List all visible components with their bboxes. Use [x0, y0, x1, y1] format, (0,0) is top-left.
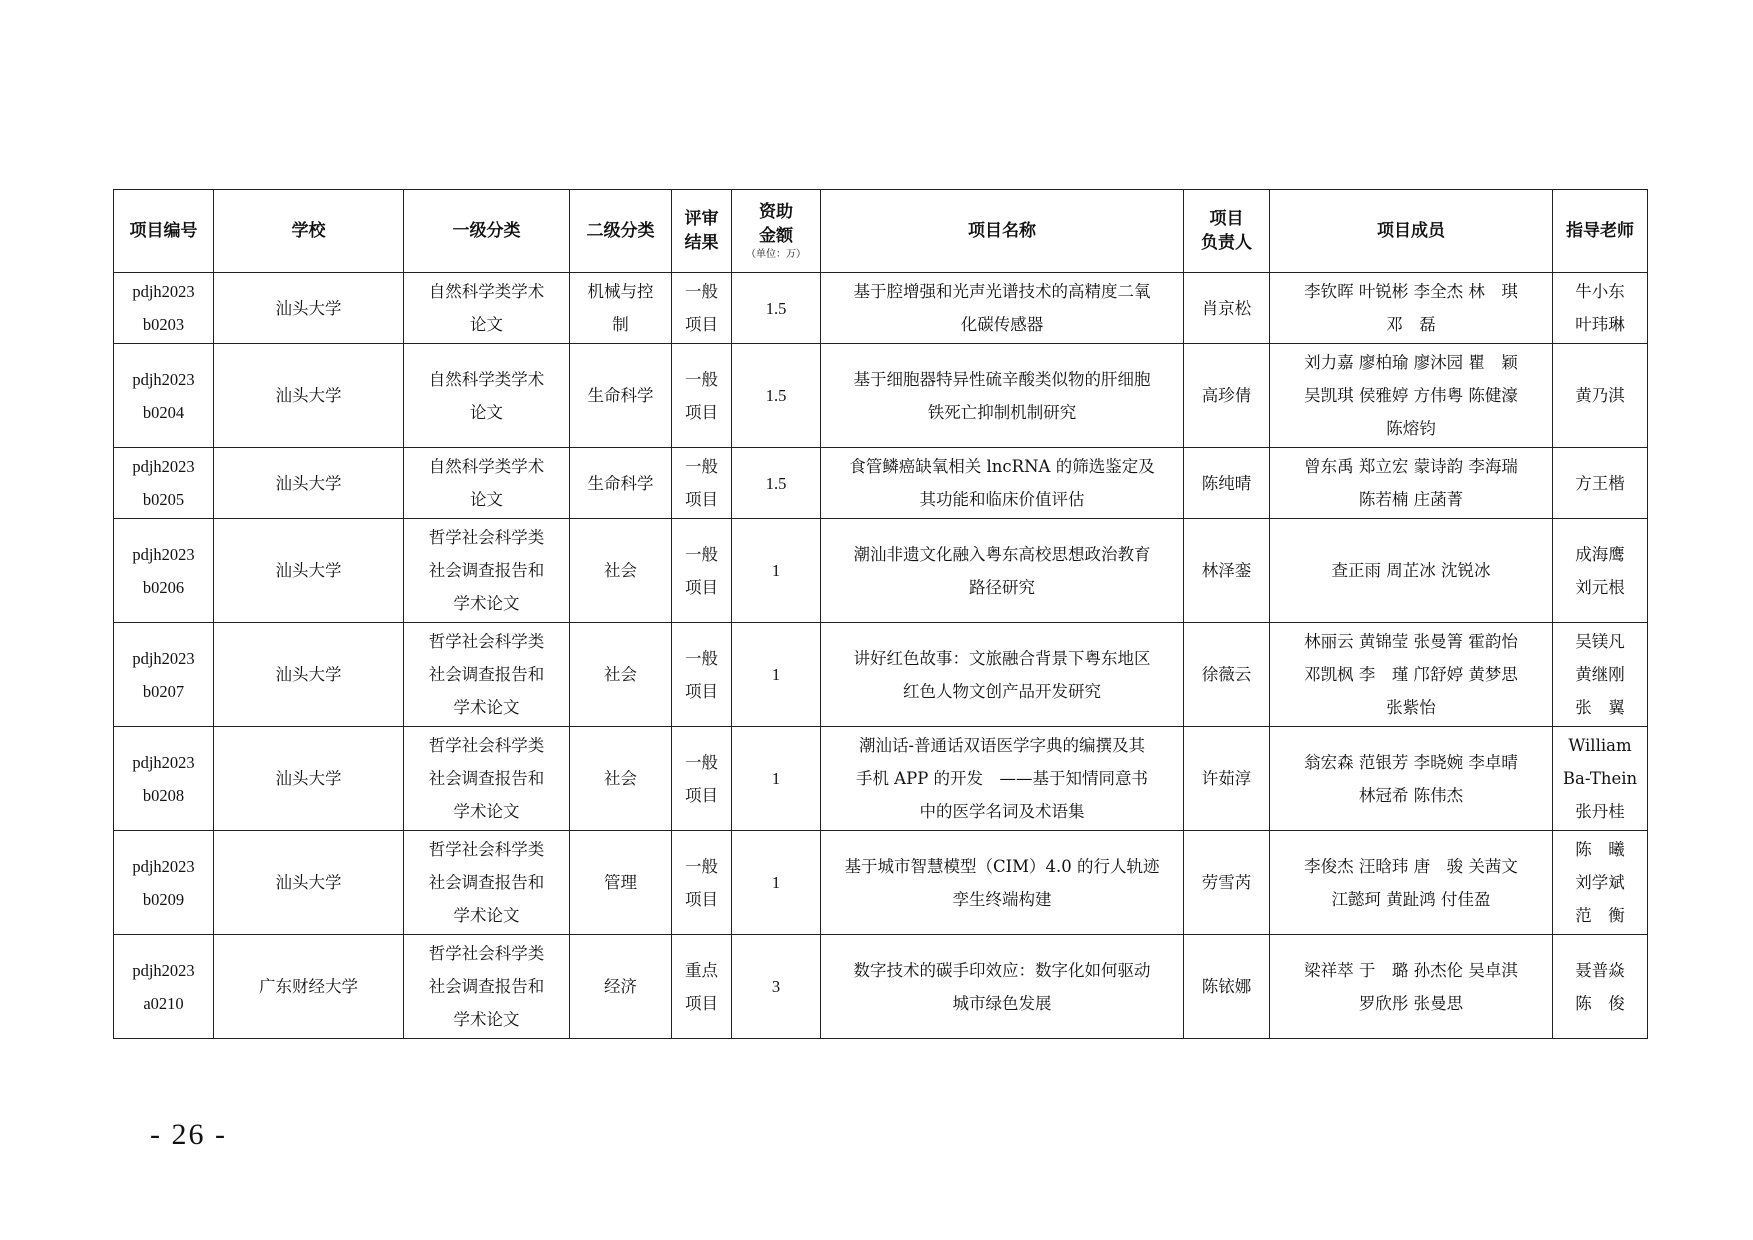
cell-result-line: 一般	[685, 648, 718, 668]
cell-level1	[404, 623, 570, 727]
cell-level1-line: 学术论文	[453, 1010, 520, 1029]
cell-result	[672, 831, 732, 935]
header-result	[672, 190, 732, 273]
header-leader-line: 负责人	[1201, 233, 1252, 253]
cell-level1-line: 学术论文	[453, 594, 520, 613]
cell-code	[114, 831, 214, 935]
cell-members-line: 张紫怡	[1386, 698, 1436, 717]
cell-leader: 高珍倩	[1184, 344, 1270, 448]
cell-members-line: 罗欣彤 张曼思	[1358, 993, 1464, 1013]
cell-title	[821, 344, 1184, 448]
cell-school: 汕头大学	[214, 831, 404, 935]
cell-title	[821, 935, 1184, 1039]
cell-code-line: pdjh2023	[132, 457, 195, 476]
header-amount-line: 资助	[759, 202, 793, 222]
cell-teacher	[1553, 727, 1648, 831]
cell-level2-line: 社会	[604, 665, 637, 684]
cell-level1-line: 自然科学类学术	[428, 369, 545, 389]
cell-teacher-line: Ba-Thein	[1562, 769, 1638, 788]
cell-title-line: 城市绿色发展	[952, 993, 1052, 1013]
header-teacher: 指导老师	[1553, 190, 1648, 273]
cell-code-line: pdjh2023	[132, 960, 195, 980]
cell-level1	[404, 344, 570, 448]
cell-level1-line: 自然科学类学术	[428, 282, 545, 301]
cell-teacher	[1553, 273, 1648, 344]
cell-members-line: 吴凯琪 侯雅婷 方伟粤 陈健濠	[1304, 386, 1518, 405]
cell-teacher-line: 成海鹰	[1575, 544, 1625, 564]
cell-teacher	[1553, 623, 1648, 727]
cell-members	[1270, 727, 1553, 831]
cell-leader: 陈铱娜	[1184, 935, 1270, 1039]
cell-school: 广东财经大学	[214, 935, 404, 1039]
cell-teacher-line: 叶玮琳	[1575, 315, 1625, 334]
cell-title-line: 食管鳞癌缺氧相关 lncRNA 的筛选鉴定及	[849, 457, 1155, 476]
header-school: 学校	[214, 190, 404, 273]
cell-title-line: 手机 APP 的开发 ——基于知情同意书	[855, 769, 1149, 788]
cell-title-line: 红色人物文创产品开发研究	[903, 681, 1101, 701]
cell-teacher	[1553, 519, 1648, 623]
cell-level1-line: 学术论文	[453, 802, 520, 821]
cell-members	[1270, 623, 1553, 727]
cell-school: 汕头大学	[214, 727, 404, 831]
cell-level2-line: 社会	[604, 769, 637, 788]
cell-level1-line: 社会调查报告和	[428, 665, 545, 684]
cell-level1-line: 社会调查报告和	[428, 769, 545, 788]
cell-members	[1270, 831, 1553, 935]
cell-level2	[570, 727, 672, 831]
cell-teacher-line: 牛小东	[1575, 282, 1625, 301]
cell-level1	[404, 831, 570, 935]
cell-code-line: pdjh2023	[132, 282, 195, 301]
cell-result-line: 项目	[685, 577, 718, 597]
cell-teacher-line: 吴镁凡	[1575, 632, 1625, 651]
cell-teacher	[1553, 831, 1648, 935]
cell-level1-line: 学术论文	[453, 906, 520, 925]
page-number: - 26 -	[150, 1118, 227, 1151]
cell-result-line: 一般	[685, 282, 718, 301]
table-row	[114, 623, 1648, 727]
cell-members-line: 李钦晖 叶锐彬 李全杰 林 琪	[1304, 282, 1518, 301]
cell-members-line: 邓凯枫 李 瑾 邝舒婷 黄梦思	[1304, 665, 1518, 684]
cell-leader: 徐薇云	[1184, 623, 1270, 727]
cell-members-line: 查正雨 周芷冰 沈锐冰	[1331, 561, 1491, 580]
cell-level1	[404, 519, 570, 623]
cell-amount: 1	[732, 623, 821, 727]
cell-result	[672, 519, 732, 623]
cell-members-line: 林冠希 陈伟杰	[1358, 785, 1464, 805]
cell-title-line: 潮汕话-普通话双语医学字典的编撰及其	[858, 736, 1146, 755]
cell-members-line: 陈熔钧	[1386, 419, 1436, 438]
cell-code-line: a0210	[143, 993, 184, 1013]
cell-code-line: pdjh2023	[132, 856, 195, 876]
cell-amount: 1.5	[732, 344, 821, 448]
header-title: 项目名称	[821, 190, 1184, 273]
cell-amount: 1	[732, 727, 821, 831]
cell-title-line: 基于腔增强和光声光谱技术的高精度二氧	[853, 282, 1151, 301]
header-result-line: 评审	[684, 209, 719, 229]
cell-level1	[404, 727, 570, 831]
cell-title-line: 基于城市智慧模型（CIM）4.0 的行人轨迹	[844, 856, 1160, 876]
cell-level1-line: 哲学社会科学类	[428, 632, 545, 651]
cell-code-line: pdjh2023	[132, 648, 195, 668]
cell-result-line: 项目	[685, 993, 718, 1013]
cell-school: 汕头大学	[214, 273, 404, 344]
cell-result-line: 项目	[685, 889, 718, 909]
cell-level1-line: 论文	[470, 315, 503, 334]
cell-level2	[570, 344, 672, 448]
header-amount-unit: （单位：万）	[746, 249, 806, 260]
cell-members-line: 邓 磊	[1386, 315, 1436, 334]
header-code: 项目编号	[114, 190, 214, 273]
cell-amount: 3	[732, 935, 821, 1039]
cell-code-line: pdjh2023	[132, 544, 195, 564]
cell-level2-line: 制	[612, 315, 629, 334]
cell-level2	[570, 519, 672, 623]
table-row	[114, 831, 1648, 935]
cell-result-line: 项目	[685, 402, 718, 422]
cell-members	[1270, 273, 1553, 344]
table-header-row	[114, 190, 1648, 273]
cell-code-line: b0204	[142, 402, 185, 422]
cell-level2-line: 社会	[604, 561, 637, 580]
table-row	[114, 448, 1648, 519]
cell-amount: 1	[732, 519, 821, 623]
header-amount-line: 金额	[759, 226, 793, 246]
header-leader-line: 项目	[1209, 209, 1244, 229]
cell-code	[114, 519, 214, 623]
cell-code-line: b0209	[142, 889, 185, 909]
cell-code	[114, 273, 214, 344]
header-result-line: 结果	[684, 233, 719, 253]
cell-members	[1270, 448, 1553, 519]
cell-level1-line: 论文	[470, 402, 503, 422]
cell-title-line: 数字技术的碳手印效应：数字化如何驱动	[853, 960, 1151, 980]
cell-members-line: 刘力嘉 廖柏瑜 廖沐园 瞿 颖	[1304, 353, 1518, 372]
cell-level2-line: 管理	[604, 873, 637, 892]
cell-teacher-line: 黄乃淇	[1575, 386, 1625, 405]
cell-leader: 林泽銮	[1184, 519, 1270, 623]
cell-code	[114, 623, 214, 727]
cell-level1-line: 哲学社会科学类	[428, 736, 545, 755]
table-row	[114, 935, 1648, 1039]
cell-code-line: b0208	[142, 785, 185, 805]
cell-teacher-line: 黄继刚	[1575, 665, 1625, 684]
cell-leader: 肖京松	[1184, 273, 1270, 344]
cell-title	[821, 727, 1184, 831]
cell-result	[672, 273, 732, 344]
cell-level2-line: 经济	[604, 977, 637, 996]
table-row	[114, 519, 1648, 623]
cell-level2-line: 生命科学	[587, 473, 654, 493]
cell-members	[1270, 344, 1553, 448]
cell-result-line: 一般	[685, 457, 718, 476]
cell-teacher-line: 张丹桂	[1575, 802, 1625, 821]
cell-title	[821, 831, 1184, 935]
cell-result	[672, 935, 732, 1039]
cell-result-line: 一般	[685, 752, 718, 772]
cell-members-line: 梁祥萃 于 璐 孙杰伦 吴卓淇	[1304, 960, 1518, 980]
cell-amount: 1.5	[732, 273, 821, 344]
cell-result-line: 项目	[685, 315, 718, 334]
cell-code	[114, 727, 214, 831]
cell-title-line: 中的医学名词及术语集	[919, 802, 1085, 821]
header-amount	[732, 190, 821, 273]
cell-code-line: pdjh2023	[132, 369, 195, 389]
cell-code	[114, 344, 214, 448]
cell-level1-line: 自然科学类学术	[428, 457, 545, 476]
cell-leader: 陈纯晴	[1184, 448, 1270, 519]
cell-teacher-line: 聂普焱	[1575, 960, 1625, 980]
cell-teacher-line: 刘元根	[1575, 577, 1625, 597]
cell-level1-line: 社会调查报告和	[428, 977, 545, 996]
header-members: 项目成员	[1270, 190, 1553, 273]
header-level1: 一级分类	[404, 190, 570, 273]
cell-teacher-line: 范 衡	[1575, 906, 1625, 925]
cell-teacher-line: 刘学斌	[1575, 873, 1625, 892]
cell-level1	[404, 448, 570, 519]
table-row	[114, 727, 1648, 831]
cell-result	[672, 344, 732, 448]
cell-result	[672, 623, 732, 727]
cell-teacher-line: 陈 曦	[1575, 840, 1625, 859]
cell-level2	[570, 448, 672, 519]
cell-level1-line: 社会调查报告和	[428, 873, 545, 892]
cell-teacher-line: William	[1568, 736, 1632, 755]
cell-level2	[570, 273, 672, 344]
table-row	[114, 273, 1648, 344]
cell-amount: 1	[732, 831, 821, 935]
cell-leader: 劳雪芮	[1184, 831, 1270, 935]
cell-level2	[570, 623, 672, 727]
cell-members	[1270, 519, 1553, 623]
cell-code-line: b0207	[142, 681, 185, 701]
cell-members-line: 翁宏森 范银芳 李晓婉 李卓晴	[1304, 752, 1518, 772]
cell-members-line: 陈若楠 庄菡菁	[1358, 490, 1464, 509]
cell-title	[821, 519, 1184, 623]
table-row	[114, 344, 1648, 448]
cell-result-line: 重点	[685, 960, 718, 980]
cell-level2-line: 机械与控	[587, 282, 654, 301]
cell-code-line: b0205	[142, 490, 185, 509]
cell-result-line: 一般	[685, 369, 718, 389]
cell-members	[1270, 935, 1553, 1039]
cell-title-line: 路径研究	[969, 577, 1035, 597]
cell-teacher-line: 陈 俊	[1575, 993, 1625, 1013]
table-body	[114, 273, 1648, 1039]
cell-title-line: 基于细胞器特异性硫辛酸类似物的肝细胞	[853, 369, 1151, 389]
cell-result-line: 一般	[685, 544, 718, 564]
cell-level1-line: 社会调查报告和	[428, 561, 545, 580]
cell-result-line: 项目	[685, 490, 718, 509]
cell-title	[821, 623, 1184, 727]
cell-members-line: 曾东禹 郑立宏 蒙诗韵 李海瑞	[1304, 457, 1518, 476]
cell-members-line: 林丽云 黄锦莹 张曼箐 霍韵怡	[1304, 632, 1518, 651]
cell-title-line: 化碳传感器	[960, 315, 1044, 334]
cell-level2-line: 生命科学	[587, 386, 654, 405]
cell-result-line: 一般	[685, 856, 718, 876]
cell-leader: 许茹淳	[1184, 727, 1270, 831]
cell-teacher	[1553, 935, 1648, 1039]
cell-members-line: 李俊杰 汪晗玮 唐 骏 关茜文	[1304, 856, 1518, 876]
cell-title-line: 讲好红色故事：文旅融合背景下粤东地区	[853, 648, 1151, 668]
cell-teacher-line: 张 翼	[1575, 698, 1625, 717]
cell-level1-line: 哲学社会科学类	[428, 840, 545, 859]
header-level2: 二级分类	[570, 190, 672, 273]
cell-teacher-line: 方王楷	[1575, 473, 1625, 493]
cell-title-line: 潮汕非遗文化融入粤东高校思想政治教育	[853, 544, 1151, 564]
cell-amount: 1.5	[732, 448, 821, 519]
cell-school: 汕头大学	[214, 448, 404, 519]
cell-level1-line: 哲学社会科学类	[428, 528, 545, 547]
cell-teacher	[1553, 344, 1648, 448]
cell-code-line: b0206	[142, 577, 185, 597]
cell-code-line: b0203	[142, 315, 185, 334]
projects-table	[113, 189, 1648, 1039]
cell-code-line: pdjh2023	[132, 752, 195, 772]
cell-title-line: 孪生终端构建	[952, 889, 1052, 909]
cell-level1-line: 哲学社会科学类	[428, 944, 545, 963]
cell-result	[672, 727, 732, 831]
cell-level1-line: 论文	[470, 490, 503, 509]
cell-title-line: 其功能和临床价值评估	[919, 490, 1085, 509]
cell-title-line: 铁死亡抑制机制研究	[927, 402, 1077, 422]
cell-school: 汕头大学	[214, 623, 404, 727]
cell-level1	[404, 273, 570, 344]
cell-level1	[404, 935, 570, 1039]
cell-code	[114, 935, 214, 1039]
cell-title	[821, 273, 1184, 344]
cell-level1-line: 学术论文	[453, 698, 520, 717]
cell-result-line: 项目	[685, 785, 718, 805]
cell-school: 汕头大学	[214, 519, 404, 623]
cell-level2	[570, 935, 672, 1039]
cell-result-line: 项目	[685, 681, 718, 701]
cell-title	[821, 448, 1184, 519]
header-leader	[1184, 190, 1270, 273]
cell-members-line: 江懿珂 黄趾鸿 付佳盈	[1331, 889, 1491, 909]
cell-teacher	[1553, 448, 1648, 519]
cell-level2	[570, 831, 672, 935]
cell-result	[672, 448, 732, 519]
cell-school: 汕头大学	[214, 344, 404, 448]
cell-code	[114, 448, 214, 519]
